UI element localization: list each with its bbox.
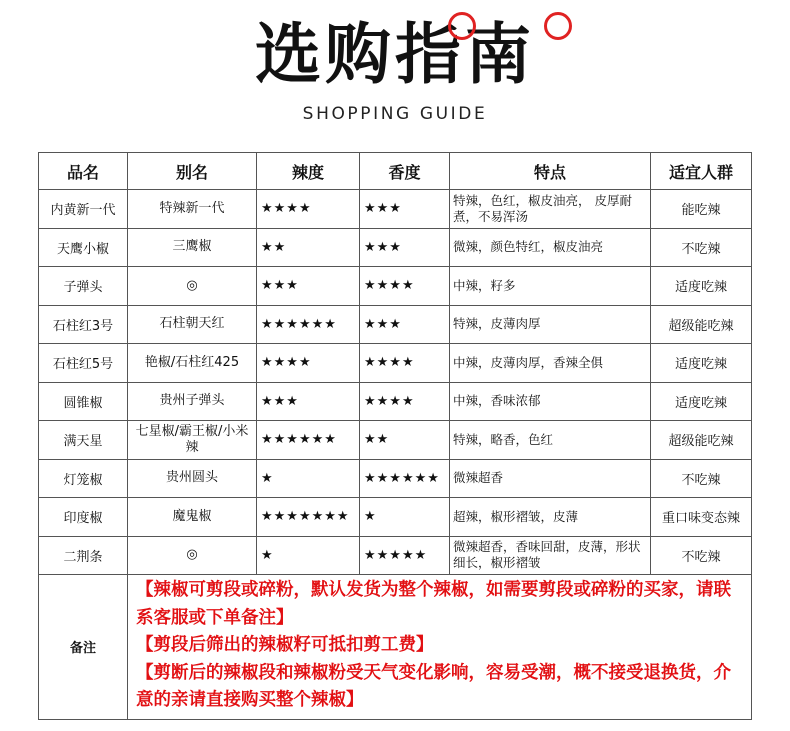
- cell-spicy-stars: ★★: [257, 228, 360, 267]
- table-row: [39, 459, 752, 498]
- column-header-spicy: 辣度: [257, 153, 360, 190]
- cell-name: 二荆条: [39, 536, 128, 575]
- cell-audience: 适度吃辣: [651, 267, 752, 306]
- cell-feature: 微辣超香: [450, 459, 651, 498]
- cell-alias: 艳椒/石柱红425: [128, 344, 257, 383]
- column-header-aroma: 香度: [360, 153, 450, 190]
- cell-spicy-stars: ★★★★: [257, 344, 360, 383]
- shopping-guide-table: [38, 152, 752, 720]
- cell-audience: 能吃辣: [651, 190, 752, 229]
- table-row: [39, 498, 752, 537]
- page-title: 选购指南: [255, 16, 535, 93]
- red-circle-decoration-1: [448, 12, 476, 40]
- cell-aroma-stars: ★★★★: [360, 344, 450, 383]
- cell-feature: 微辣超香，香味回甜，皮薄，形状细长，椒形褶皱: [450, 536, 651, 575]
- cell-aroma-stars: ★★: [360, 421, 450, 460]
- cell-audience: 超级能吃辣: [651, 421, 752, 460]
- cell-audience: 适度吃辣: [651, 382, 752, 421]
- cell-name: 印度椒: [39, 498, 128, 537]
- cell-feature: 中辣，香味浓郁: [450, 382, 651, 421]
- cell-name: 石柱红3号: [39, 305, 128, 344]
- cell-audience: 不吃辣: [651, 228, 752, 267]
- cell-aroma-stars: ★★★★★: [360, 536, 450, 575]
- column-header-audience: 适宜人群: [651, 153, 752, 190]
- table-row: [39, 190, 752, 229]
- cell-alias: 贵州圆头: [128, 459, 257, 498]
- note-line-2: 【剪段后筛出的辣椒籽可抵扣剪工费】: [136, 635, 434, 655]
- cell-spicy-stars: ★★★: [257, 382, 360, 421]
- cell-name: 满天星: [39, 421, 128, 460]
- cell-spicy-stars: ★★★★★★: [257, 421, 360, 460]
- cell-feature: 中辣，皮薄肉厚，香辣全俱: [450, 344, 651, 383]
- cell-aroma-stars: ★★★★: [360, 382, 450, 421]
- cell-spicy-stars: ★: [257, 459, 360, 498]
- cell-aroma-stars: ★★★: [360, 190, 450, 229]
- cell-audience: 不吃辣: [651, 536, 752, 575]
- red-circle-decoration-2: [544, 12, 572, 40]
- cell-alias: 特辣新一代: [128, 190, 257, 229]
- cell-name: 内黄新一代: [39, 190, 128, 229]
- cell-name: 子弹头: [39, 267, 128, 306]
- cell-alias: 石柱朝天红: [128, 305, 257, 344]
- cell-feature: 特辣，色红，椒皮油亮， 皮厚耐煮，不易浑汤: [450, 190, 651, 229]
- cell-name: 灯笼椒: [39, 459, 128, 498]
- cell-aroma-stars: ★★★★★★: [360, 459, 450, 498]
- note-line-3: 【剪断后的辣椒段和辣椒粉受天气变化影响，容易受潮，概不接受退换货，介意的亲请直接购买整个辣椒】: [136, 662, 731, 710]
- cell-audience: 不吃辣: [651, 459, 752, 498]
- cell-alias: 贵州子弹头: [128, 382, 257, 421]
- cell-feature: 中辣，籽多: [450, 267, 651, 306]
- table-row: [39, 536, 752, 575]
- cell-alias: 三鹰椒: [128, 228, 257, 267]
- cell-audience: 适度吃辣: [651, 344, 752, 383]
- cell-alias: 七星椒/霸王椒/小米辣: [128, 421, 257, 460]
- table-row: [39, 267, 752, 306]
- cell-feature: 特辣，略香，色红: [450, 421, 651, 460]
- cell-alias: ◎: [128, 536, 257, 575]
- cell-audience: 重口味变态辣: [651, 498, 752, 537]
- table-row: [39, 305, 752, 344]
- cell-name: 石柱红5号: [39, 344, 128, 383]
- cell-feature: 超辣，椒形褶皱，皮薄: [450, 498, 651, 537]
- cell-aroma-stars: ★★★★: [360, 267, 450, 306]
- cell-spicy-stars: ★★★★★★: [257, 305, 360, 344]
- cell-spicy-stars: ★: [257, 536, 360, 575]
- page-subtitle: SHOPPING GUIDE: [302, 104, 488, 124]
- cell-alias: 魔鬼椒: [128, 498, 257, 537]
- table-row: [39, 344, 752, 383]
- cell-spicy-stars: ★★★: [257, 267, 360, 306]
- note-line-1: 【辣椒可剪段或碎粉，默认发货为整个辣椒，如需要剪段或碎粉的买家，请联系客服或下单备注】: [136, 580, 731, 628]
- cell-feature: 微辣，颜色特红，椒皮油亮: [450, 228, 651, 267]
- cell-name: 圆锥椒: [39, 382, 128, 421]
- table-row: [39, 421, 752, 460]
- column-header-alias: 别名: [128, 153, 257, 190]
- column-header-feature: 特点: [450, 153, 651, 190]
- notes-body: [128, 575, 752, 720]
- cell-name: 天鹰小椒: [39, 228, 128, 267]
- table-header-row: [39, 153, 752, 190]
- notes-label: 备注: [39, 575, 128, 720]
- cell-feature: 特辣，皮薄肉厚: [450, 305, 651, 344]
- cell-spicy-stars: ★★★★★★★: [257, 498, 360, 537]
- column-header-name: 品名: [39, 153, 128, 190]
- cell-aroma-stars: ★: [360, 498, 450, 537]
- cell-aroma-stars: ★★★: [360, 305, 450, 344]
- table-row: [39, 228, 752, 267]
- cell-aroma-stars: ★★★: [360, 228, 450, 267]
- cell-spicy-stars: ★★★★: [257, 190, 360, 229]
- cell-audience: 超级能吃辣: [651, 305, 752, 344]
- header: [0, 0, 790, 150]
- table-row: [39, 382, 752, 421]
- cell-alias: ◎: [128, 267, 257, 306]
- notes-row: [39, 575, 752, 720]
